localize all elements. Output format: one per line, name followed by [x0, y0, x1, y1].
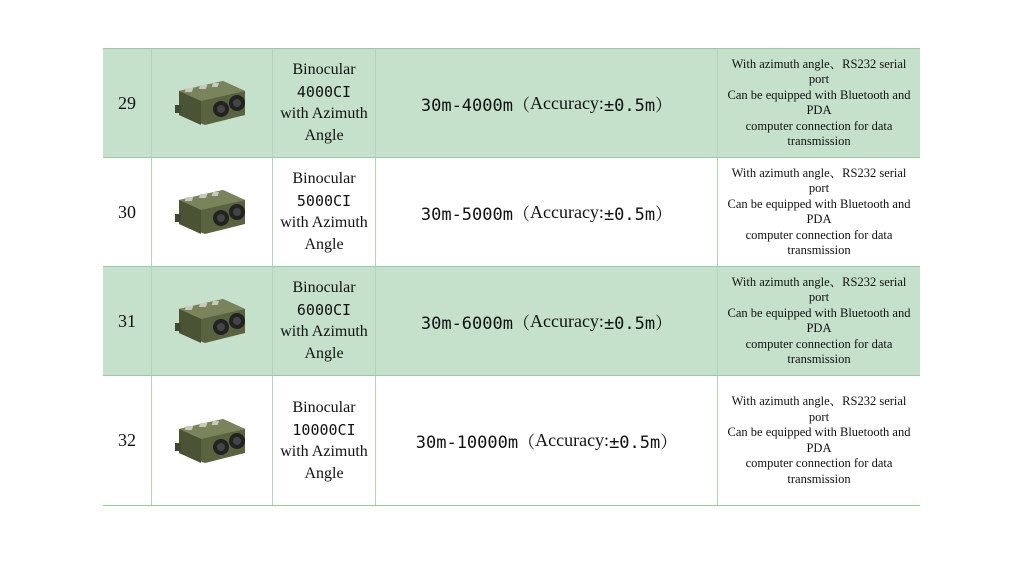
features	[717, 267, 920, 375]
range-suffix: ±0.5m）	[603, 313, 673, 334]
feature-line: Can be equipped with Bluetooth and	[727, 305, 911, 320]
feature-line: Can be equipped with Bluetooth and	[727, 87, 911, 102]
table-row	[103, 376, 920, 506]
feature-line: With azimuth angle、RS232 serial	[731, 274, 907, 289]
rangefinder-device-icon	[171, 413, 253, 469]
range-suffix: ±0.5m）	[603, 204, 673, 225]
model-line-1: Binocular	[292, 279, 356, 296]
model-code: 6000CI	[296, 301, 352, 319]
features	[717, 49, 920, 157]
model-line-1: Binocular	[292, 170, 356, 187]
model-line-3: with Azimuth	[280, 442, 368, 460]
accuracy-label: Accuracy:	[535, 430, 610, 450]
range-accuracy	[375, 376, 717, 505]
feature-line: computer connection for data	[745, 336, 893, 351]
range-prefix: 30m-4000m（	[420, 95, 530, 116]
product-image-cell	[151, 158, 272, 266]
model-code: 10000CI	[292, 420, 356, 439]
range-prefix: 30m-6000m（	[420, 313, 530, 334]
row-number: 29	[118, 92, 136, 113]
rangefinder-device-icon	[171, 293, 253, 349]
table-row	[103, 49, 920, 158]
range-suffix: ±0.5m）	[603, 95, 673, 116]
model-line-4: Angle	[304, 345, 344, 362]
feature-line: PDA	[806, 212, 832, 226]
feature-line: computer connection for data	[745, 456, 893, 470]
feature-line: computer connection for data	[745, 118, 893, 133]
range-prefix: 30m-5000m（	[420, 204, 530, 225]
product-image-cell	[151, 49, 272, 157]
feature-line: computer connection for data	[745, 227, 893, 242]
model-line-3: with Azimuth	[280, 105, 368, 122]
feature-line: port	[808, 181, 830, 195]
feature-line: transmission	[787, 471, 851, 486]
feature-line: PDA	[806, 103, 832, 117]
range-accuracy	[375, 158, 717, 266]
model-name	[272, 267, 375, 375]
feature-line: Can be equipped with Bluetooth and	[727, 196, 911, 211]
features	[717, 376, 920, 505]
features	[717, 158, 920, 266]
product-image-cell	[151, 376, 272, 505]
model-name	[272, 158, 375, 266]
model-line-1: Binocular	[292, 61, 356, 78]
rangefinder-device-icon	[171, 184, 253, 240]
feature-line: Can be equipped with Bluetooth and	[727, 425, 911, 439]
accuracy-label: Accuracy:	[529, 201, 604, 222]
feature-line: port	[808, 409, 830, 424]
feature-line: With azimuth angle、RS232 serial	[731, 165, 907, 180]
range-accuracy	[375, 267, 717, 375]
feature-line: transmission	[787, 243, 851, 257]
rangefinder-device-icon	[171, 75, 253, 131]
range-prefix: 30m-10000m（	[415, 433, 536, 453]
model-line-4: Angle	[304, 127, 344, 144]
model-name	[272, 49, 375, 157]
model-line-1: Binocular	[292, 398, 356, 416]
feature-line: With azimuth angle、RS232 serial	[731, 394, 907, 408]
feature-line: PDA	[806, 440, 832, 455]
table-row	[103, 267, 920, 376]
feature-line: With azimuth angle、RS232 serial	[731, 56, 907, 71]
feature-line: port	[808, 290, 830, 304]
feature-line: port	[808, 72, 830, 86]
feature-line: transmission	[787, 134, 851, 148]
model-code: 4000CI	[296, 83, 352, 101]
model-line-4: Angle	[304, 464, 344, 482]
product-image-cell	[151, 267, 272, 375]
range-suffix: ±0.5m）	[609, 433, 678, 453]
row-number: 30	[118, 201, 136, 222]
table-row	[103, 158, 920, 267]
row-number: 32	[118, 430, 136, 450]
model-code: 5000CI	[296, 192, 352, 210]
feature-line: transmission	[787, 352, 851, 366]
row-number: 31	[118, 310, 136, 331]
model-name	[272, 376, 375, 505]
accuracy-label: Accuracy:	[529, 310, 604, 331]
range-accuracy	[375, 49, 717, 157]
model-line-3: with Azimuth	[280, 214, 368, 231]
feature-line: PDA	[806, 321, 832, 335]
model-line-3: with Azimuth	[280, 323, 368, 340]
model-line-4: Angle	[304, 236, 344, 253]
product-table	[103, 48, 920, 506]
accuracy-label: Accuracy:	[529, 92, 604, 113]
